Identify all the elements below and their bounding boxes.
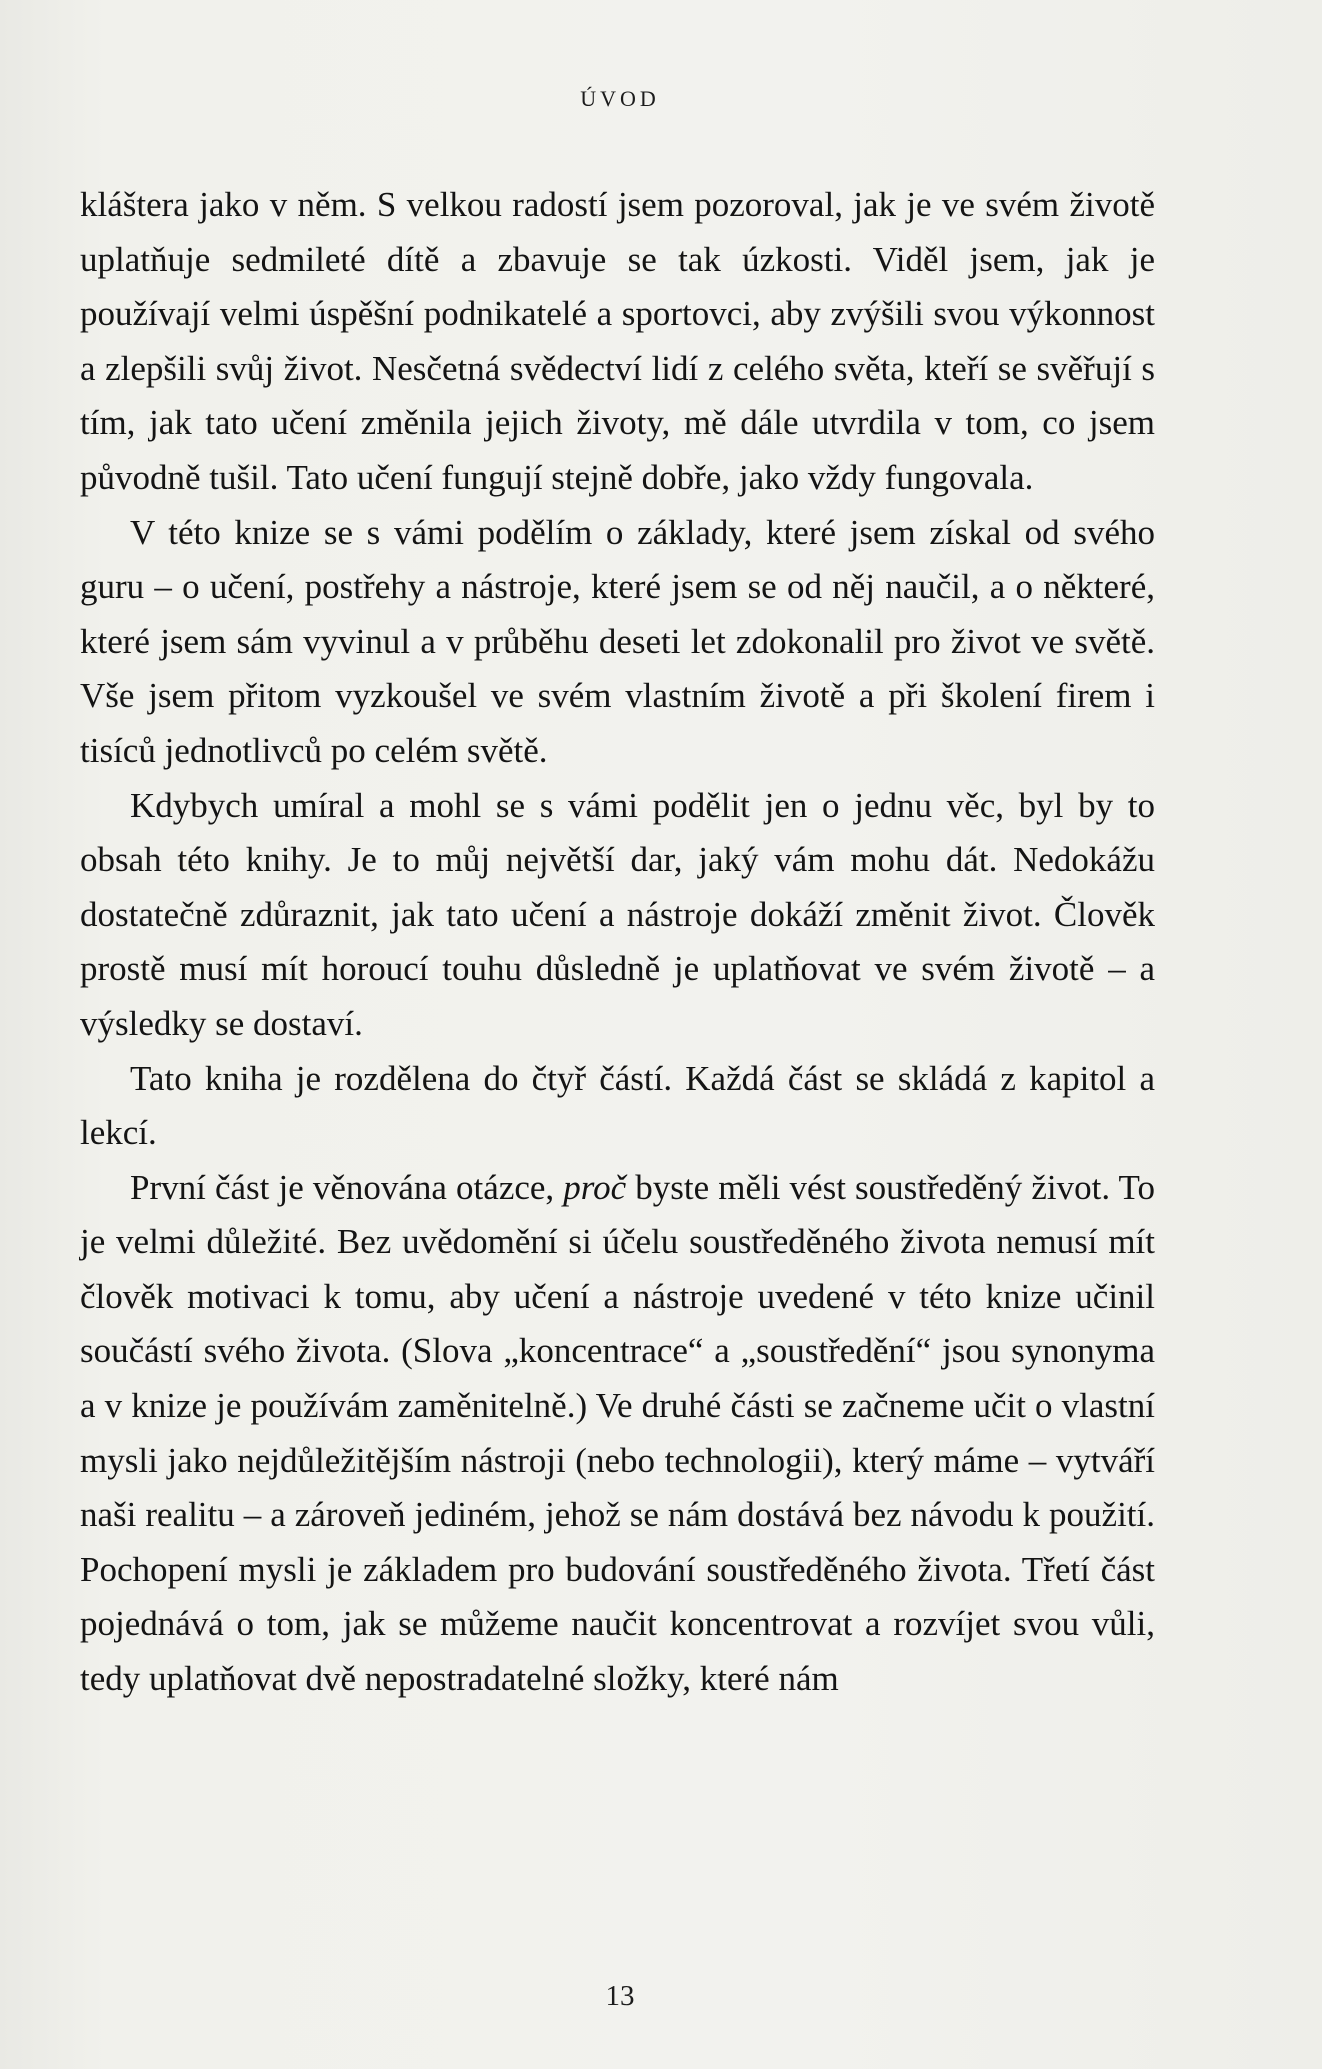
paragraph-5 — [80, 1161, 1155, 1707]
paragraph-5-emphasis: proč — [563, 1167, 627, 1207]
page-number: 13 — [605, 1980, 635, 2012]
paragraph-2: V této knize se s vámi podělím o základy, které jsem získal od svého guru – o učení, postřehy a nástroje, které jsem se od něj naučil, a o některé, které jsem sám vyvinul a v průběhu deseti let zdokonalil pro život ve světě. Vše jsem přitom vyzkoušel ve svém vlastním životě a při školení firem i tisíců jednotlivců po celém světě. — [80, 512, 1155, 770]
running-head: ÚVOD — [580, 86, 660, 111]
paragraph-1: kláštera jako v něm. S velkou radostí jsem pozoroval, jak je ve svém životě uplatňuje sedmileté dítě a zbavuje se tak úzkosti. Viděl jsem, jak je používají velmi úspěšní podnikatelé a sportovci, aby zvýšili svou výkonnost a zlepšili svůj život. Nesčetná svědectví lidí z celého světa, kteří se svěřují s tím, jak tato učení změnila jejich životy, mě dále utvrdila v tom, co jsem původně tušil. Tato učení fungují stejně dobře, jako vždy fungovala. — [80, 185, 1155, 497]
paragraph-4: Tato kniha je rozdělena do čtyř částí. Každá část se skládá z kapitol a lekcí. — [80, 1058, 1155, 1153]
paragraph-5-rest: byste měli vést soustředěný život. To je velmi důležité. Bez uvědomění si účelu soustředěného života nemusí mít člověk motivaci k tomu, aby učení a nástroje uvedené v této knize učinil součástí svého života. (Slova „koncentrace“ a „soustředění“ jsou synonyma a v knize je používám zaměnitelně.) Ve druhé části se začneme učit o vlastní mysli jako nejdůležitějším nástroji (nebo technologii), který máme – vytváří naši realitu – a zároveň jediném, jehož se nám dostává bez návodu k použití. Pochopení mysli je základem pro budování soustředěného života. Třetí část pojednává o tom, jak se můžeme naučit koncentrovat a rozvíjet svou vůli, tedy uplatňovat dvě nepostradatelné složky, které nám — [80, 1167, 1155, 1699]
body-text — [80, 178, 1155, 1707]
paragraph-5-start: První část je věnována otázce, — [130, 1167, 564, 1207]
paragraph-3: Kdybych umíral a mohl se s vámi podělit jen o jednu věc, byl by to obsah této knihy. Je to můj největší dar, jaký vám mohu dát. Nedokážu dostatečně zdůraznit, jak tato učení a nástroje dokáží změnit život. Člověk prostě musí mít horoucí touhu důsledně je uplatňovat ve svém životě – a výsledky se dostaví. — [80, 785, 1155, 1043]
